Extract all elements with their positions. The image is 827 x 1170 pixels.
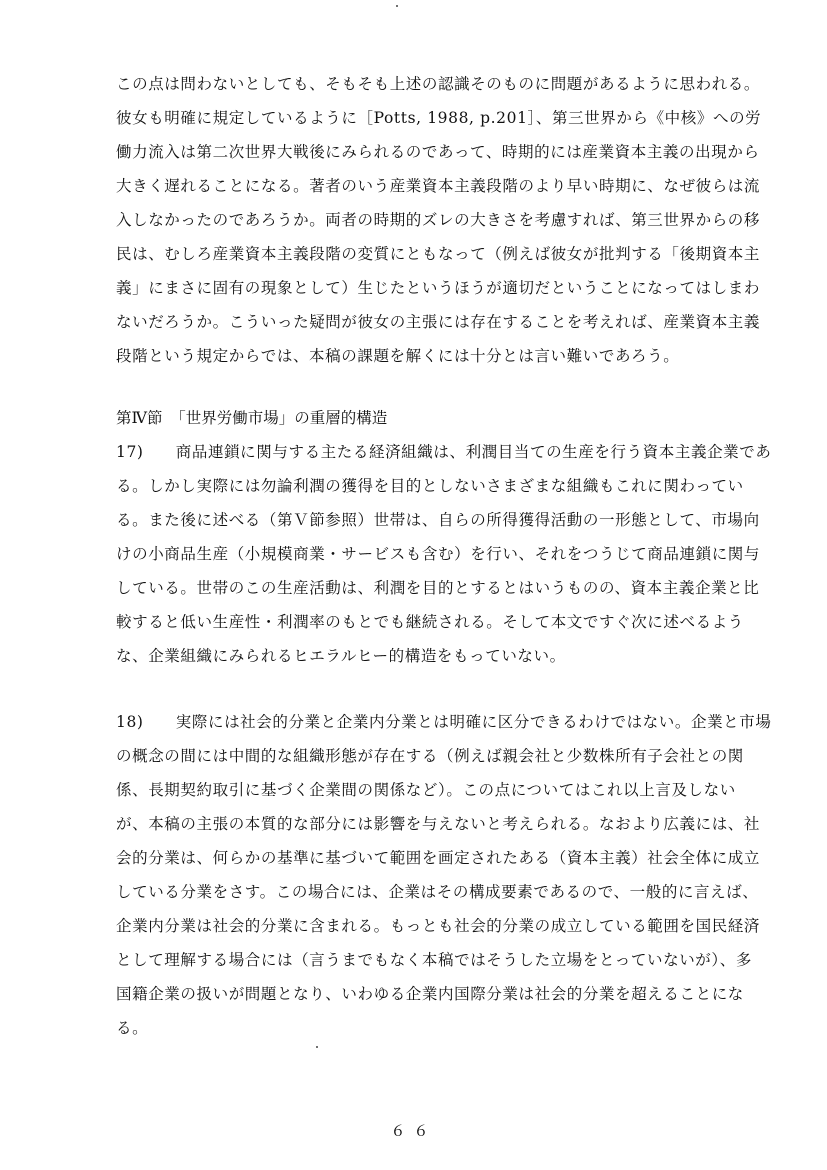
text-line: 大きく遅れることになる。著者のいう産業資本主義段階のより早い時期に、なぜ彼らは流 (116, 177, 761, 195)
text-line: 民は、むしろ産業資本主義段階の変質にともなって（例えば彼女が批判する「後期資本主 (116, 245, 761, 263)
text-line: が、本稿の主張の本質的な部分には影響を与えないと考えられる。なおより広義には、社 (116, 815, 761, 833)
scan-speck (316, 1046, 318, 1048)
text-line: る。しかし実際には勿論利潤の獲得を目的としないさまざまな組織もこれに関わってい (116, 477, 744, 495)
text-line: 18) 実際には社会的分業と企業内分業とは明確に区分できるわけではない。企業と市場 (116, 713, 772, 731)
text-line: 働力流入は第二次世界大戦後にみられるのであって、時期的には産業資本主義の出現から (116, 143, 760, 161)
text-line: 段階という規定からでは、本稿の課題を解くには十分とは言い難いであろう。 (116, 347, 680, 365)
text-line: 入しなかったのであろうか。両者の時期的ズレの大きさを考慮すれば、第三世界からの移 (116, 211, 761, 229)
text-line: している分業をさす。この場合には、企業はその構成要素であるので、一般的に言えば、 (116, 883, 759, 901)
text-line: る。また後に述べる（第Ｖ節参照）世帯は、自らの所得獲得活動の一形態として、市場向 (116, 511, 760, 529)
text-line: な、企業組織にみられるヒエラルヒー的構造をもっていない。 (116, 647, 566, 665)
section-heading: 第Ⅳ節 「世界労働市場」の重層的構造 (116, 409, 388, 427)
text-line: ないだろうか。こういった疑問が彼女の主張には存在することを考えれば、産業資本主義 (116, 313, 761, 331)
text-line: 較すると低い生産性・利潤率のもとでも継続される。そして本文ですぐ次に述べるよう (116, 613, 744, 631)
text-line: けの小商品生産（小規模商業・サービスも含む）を行い、それをつうじて商品連鎖に関与 (116, 545, 761, 563)
text-line: の概念の間には中間的な組織形態が存在する（例えば親会社と少数株所有子会社との関 (116, 747, 744, 765)
page-number: ６６ (390, 1122, 437, 1140)
text-line: る。 (116, 1019, 149, 1037)
text-line: 会的分業は、何らかの基準に基づいて範囲を画定されたある（資本主義）社会全体に成立 (116, 849, 761, 867)
text-line: 義」にまさに固有の現象として）生じたというほうが適切だということになってはしまわ (116, 279, 761, 297)
text-line: 国籍企業の扱いが問題となり、いわゆる企業内国際分業は社会的分業を超えることにな (116, 985, 744, 1003)
text-line: 17) 商品連鎖に関与する主たる経済組織は、利潤目当ての生産を行う資本主義企業であ (116, 443, 772, 461)
text-line: この点は問わないとしても、そもそも上述の認識そのものに問題があるように思われる。 (116, 75, 761, 93)
text-line: している。世帯のこの生産活動は、利潤を目的とするとはいうものの、資本主義企業と比 (116, 579, 760, 597)
text-line: 係、長期契約取引に基づく企業間の関係など）。この点についてはこれ以上言及しない (116, 781, 736, 799)
text-line: として理解する場合には（言うまでもなく本稿ではそうした立場をとっていないが）、多 (116, 951, 752, 969)
text-line: 彼女も明確に規定しているように［Potts, 1988, p.201］、第三世界から《中核》への労 (116, 109, 762, 127)
text-line: 企業内分業は社会的分業に含まれる。もっとも社会的分業の成立している範囲を国民経済 (116, 917, 761, 935)
scan-speck (396, 5, 398, 7)
